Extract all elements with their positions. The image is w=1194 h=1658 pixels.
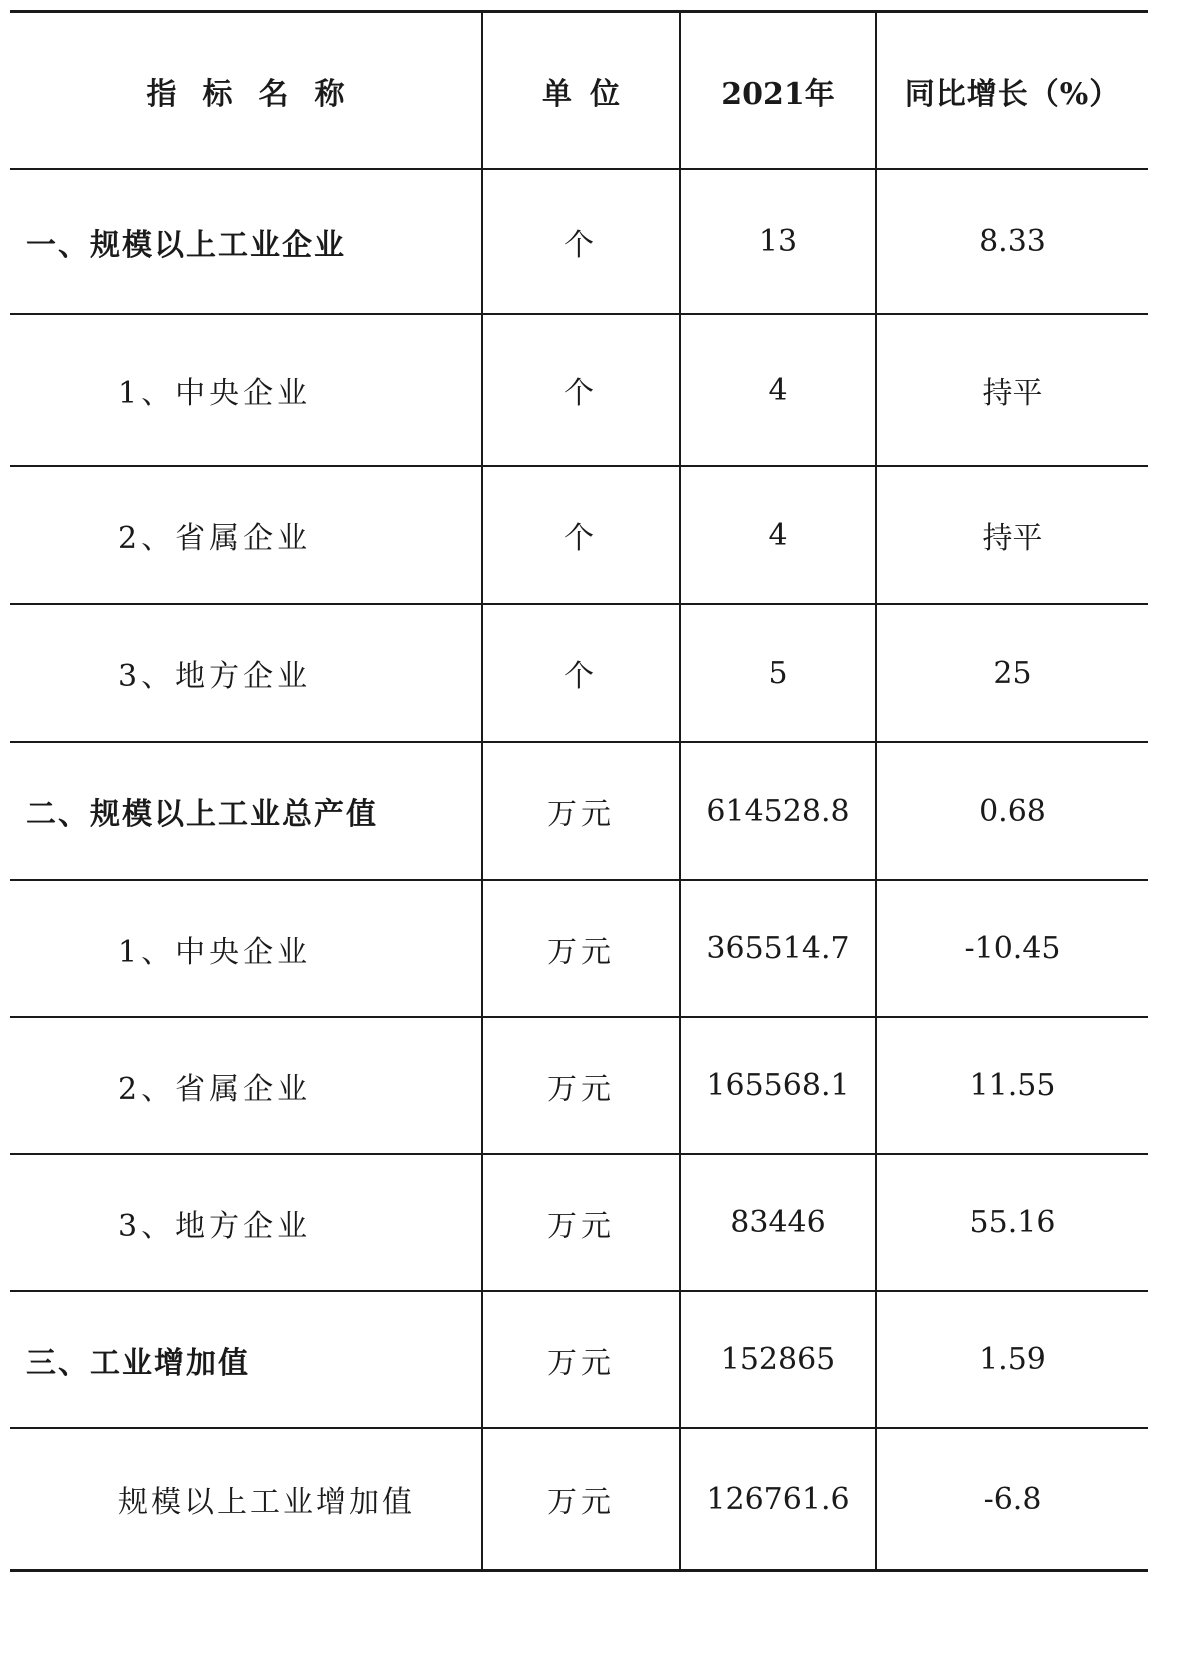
yoy-growth: 持平 — [875, 315, 1148, 465]
unit: 个 — [481, 315, 679, 465]
yoy-growth: -10.45 — [875, 881, 1148, 1016]
table-row — [10, 170, 1148, 315]
unit: 万元 — [481, 881, 679, 1016]
unit: 万元 — [481, 1155, 679, 1290]
yoy-growth: 1.59 — [875, 1292, 1148, 1427]
unit: 万元 — [481, 1429, 679, 1569]
statistics-table — [10, 10, 1148, 1572]
yoy-growth: -6.8 — [875, 1429, 1148, 1569]
unit: 万元 — [481, 1292, 679, 1427]
yoy-growth: 11.55 — [875, 1018, 1148, 1153]
header-yoy-growth: 同比增长（%） — [875, 13, 1148, 168]
indicator-name: 2、省属企业 — [118, 521, 312, 556]
unit: 万元 — [481, 1018, 679, 1153]
unit: 个 — [481, 467, 679, 603]
unit: 个 — [481, 605, 679, 741]
yoy-growth: 25 — [875, 605, 1148, 741]
header-indicator-name: 指标名称 — [146, 76, 371, 112]
value-2021: 5 — [679, 605, 875, 741]
value-2021: 126761.6 — [679, 1429, 875, 1569]
value-2021: 4 — [679, 315, 875, 465]
indicator-name: 1、中央企业 — [118, 376, 312, 411]
unit: 个 — [481, 170, 679, 313]
table-row — [10, 467, 1148, 605]
table-row — [10, 1429, 1148, 1569]
table-row — [10, 743, 1148, 881]
indicator-name: 一、规模以上工业企业 — [26, 227, 346, 263]
table-row — [10, 881, 1148, 1018]
indicator-name: 三、工业增加值 — [26, 1345, 250, 1381]
indicator-name: 3、地方企业 — [118, 659, 312, 694]
value-2021: 365514.7 — [679, 881, 875, 1016]
indicator-name: 3、地方企业 — [118, 1208, 312, 1244]
indicator-name: 二、规模以上工业总产值 — [26, 797, 378, 832]
yoy-growth: 8.33 — [875, 170, 1148, 313]
unit: 万元 — [481, 743, 679, 879]
indicator-name: 规模以上工业增加值 — [118, 1485, 415, 1520]
yoy-growth: 0.68 — [875, 743, 1148, 879]
table-row — [10, 1155, 1148, 1292]
indicator-name: 2、省属企业 — [118, 1071, 312, 1107]
value-2021: 83446 — [679, 1155, 875, 1290]
table-header-row — [10, 13, 1148, 170]
value-2021: 4 — [679, 467, 875, 603]
value-2021: 13 — [679, 170, 875, 313]
value-2021: 614528.8 — [679, 743, 875, 879]
table-row — [10, 1292, 1148, 1429]
header-year: 2021年 — [679, 13, 875, 168]
indicator-name: 1、中央企业 — [118, 934, 312, 970]
table-row — [10, 315, 1148, 467]
header-unit: 单位 — [481, 13, 679, 168]
yoy-growth: 持平 — [875, 467, 1148, 603]
table-row — [10, 605, 1148, 743]
value-2021: 152865 — [679, 1292, 875, 1427]
table-row — [10, 1018, 1148, 1155]
value-2021: 165568.1 — [679, 1018, 875, 1153]
yoy-growth: 55.16 — [875, 1155, 1148, 1290]
